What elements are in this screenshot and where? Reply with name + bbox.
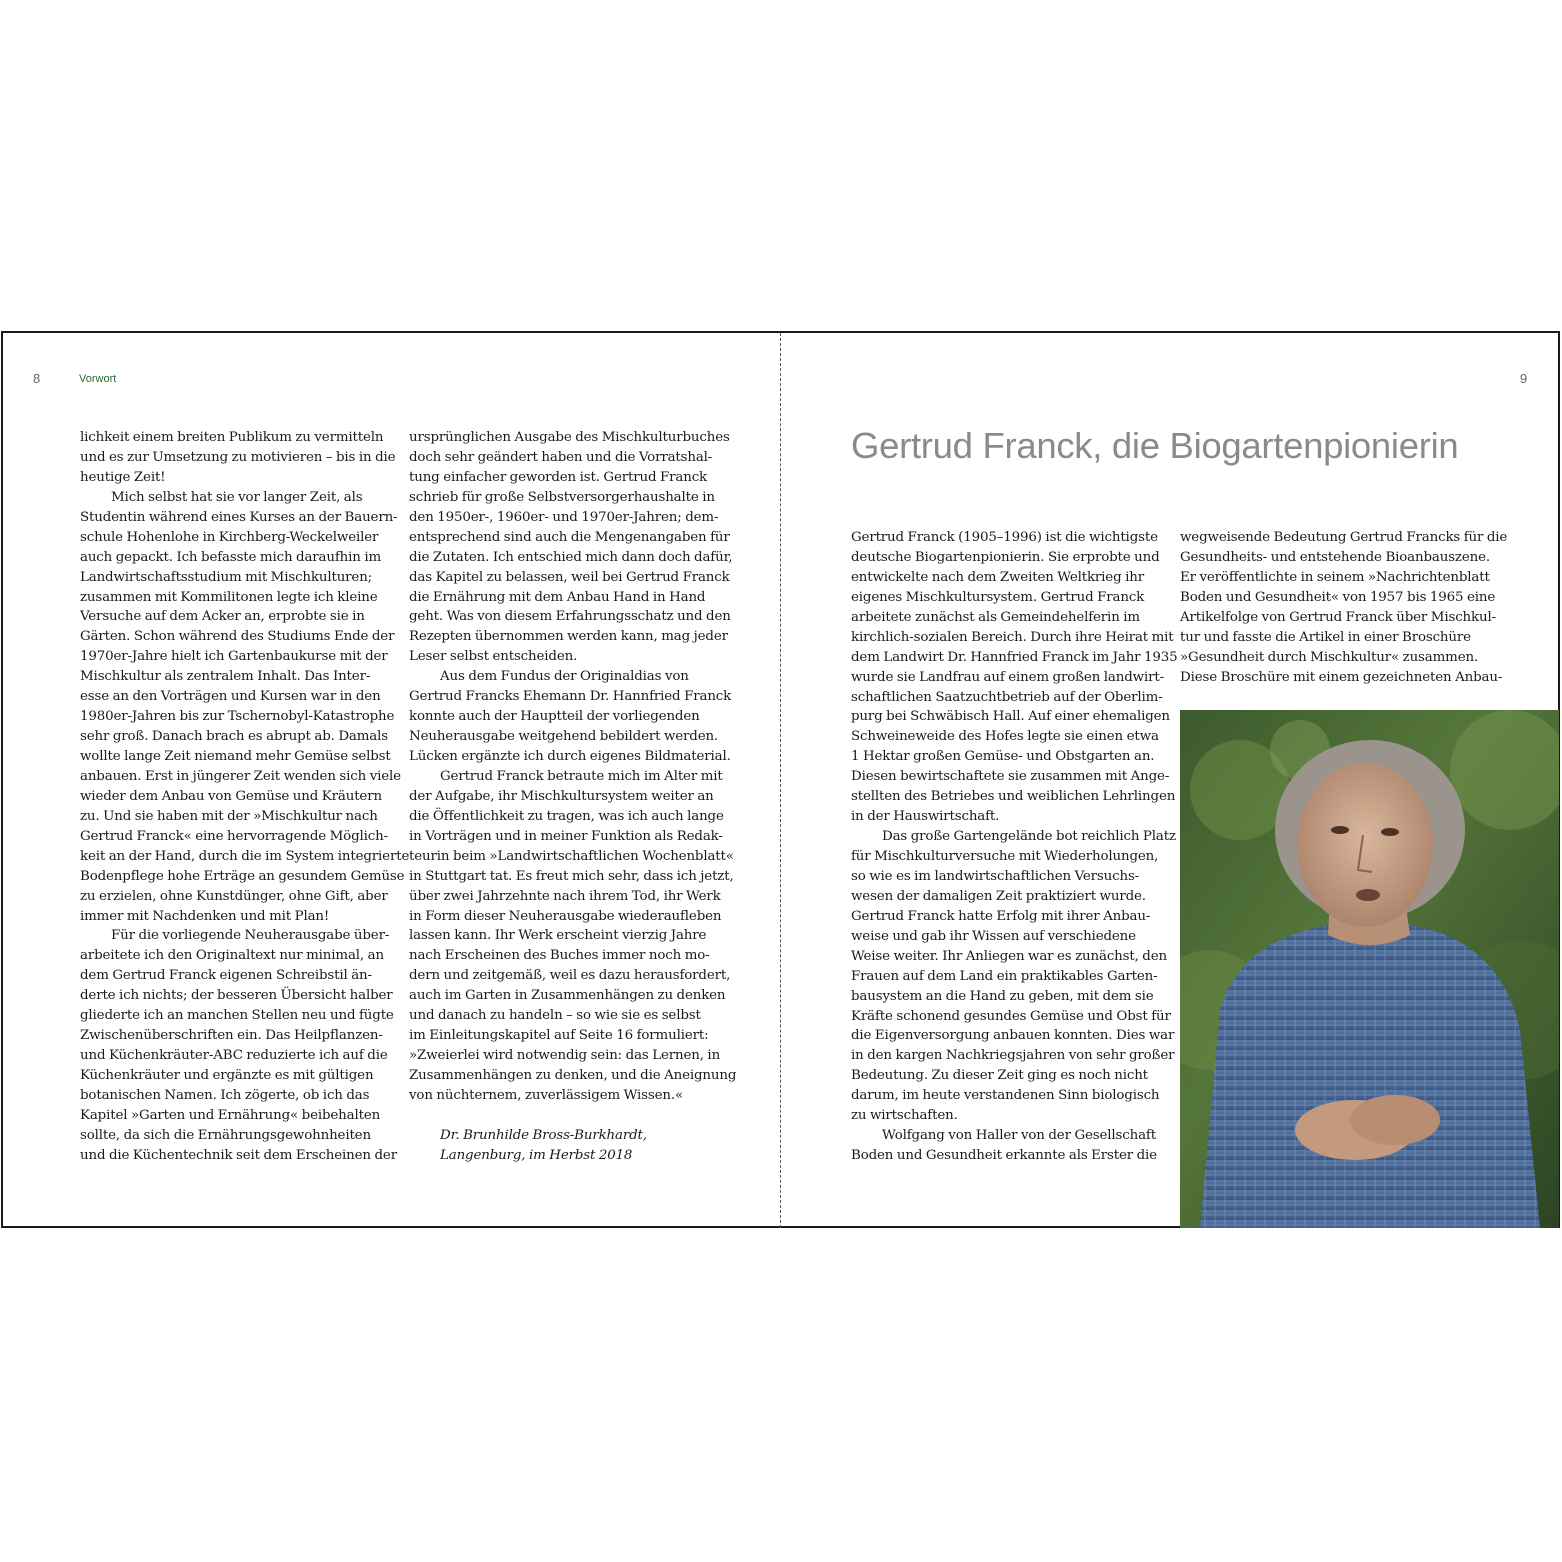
text-line: darum, im heute verstandenen Sinn biologisch bbox=[851, 1088, 1160, 1104]
text-line: tur und fasste die Artikel in einer Broschüre bbox=[1180, 629, 1471, 645]
text-line: teurin beim »Landwirtschaftlichen Wochenblatt« bbox=[409, 848, 734, 864]
text-line: über zwei Jahrzehnte nach ihrem Tod, ihr Werk bbox=[409, 888, 721, 904]
text-line: geht. Was von diesem Erfahrungsschatz und den bbox=[409, 609, 731, 625]
text-line: im Einleitungskapitel auf Seite 16 formuliert: bbox=[409, 1028, 709, 1044]
text-line: Boden und Gesundheit erkannte als Erster die bbox=[851, 1148, 1157, 1164]
text-line: und es zur Umsetzung zu motivieren – bis in die bbox=[80, 449, 396, 465]
text-line: lichkeit einem breiten Publikum zu vermitteln bbox=[80, 430, 384, 445]
text-line: bausystem an die Hand zu geben, mit dem sie bbox=[851, 988, 1154, 1004]
text-line: weise und gab ihr Wissen auf verschiedene bbox=[851, 928, 1136, 944]
text-line: in den kargen Nachkriegsjahren von sehr großer bbox=[851, 1048, 1175, 1064]
text-line: Zusammenhängen zu denken, und die Aneignung bbox=[409, 1068, 737, 1083]
text-line: entsprechend sind auch die Mengenangaben für bbox=[409, 529, 730, 545]
text-line: und danach zu handeln – so wie sie es selbst bbox=[409, 1008, 701, 1024]
text-line: anbauen. Erst in jüngerer Zeit wenden sich viele bbox=[80, 768, 401, 784]
running-head: Vorwort bbox=[79, 373, 117, 385]
text-line: Rezepten übernommen werden kann, mag jeder bbox=[409, 629, 728, 645]
text-line: Gertrud Franck« eine hervorragende Möglich- bbox=[80, 828, 388, 844]
text-line: schaftlichen Saatzuchtbetrieb auf der Oberlim- bbox=[851, 689, 1163, 705]
text-line: Neuherausgabe weitgehend bebildert werden. bbox=[409, 729, 719, 745]
text-line: die Eigenversorgung anbauen konnten. Dies war bbox=[851, 1028, 1175, 1044]
text-line: »Gesundheit durch Mischkultur« zusammen. bbox=[1180, 649, 1479, 665]
text-line: wesen der damaligen Zeit praktiziert wurde. bbox=[851, 888, 1146, 904]
text-line: so wie es im landwirtschaftlichen Versuchs- bbox=[851, 868, 1140, 884]
text-line: dem Landwirt Dr. Hannfried Franck im Jahr 1935 bbox=[851, 649, 1178, 665]
text-line: zu erzielen, ohne Kunstdünger, ohne Gift, aber bbox=[80, 888, 388, 904]
text-line: in Vorträgen und in meiner Funktion als Redak- bbox=[409, 828, 723, 844]
text-line: wegweisende Bedeutung Gertrud Francks für die bbox=[1180, 530, 1508, 545]
text-line: Diesen bewirtschaftete sie zusammen mit Ange- bbox=[851, 769, 1170, 785]
text-line: lassen kann. Ihr Werk erscheint vierzig Jahre bbox=[409, 928, 707, 944]
text-line: Diese Broschüre mit einem gezeichneten Anbau- bbox=[1180, 669, 1503, 685]
right-page-number: 9 bbox=[1520, 371, 1528, 386]
text-line: das Kapitel zu belassen, weil bei Gertrud Franck bbox=[409, 569, 730, 585]
text-line: schule Hohenlohe in Kirchberg-Weckelweiler bbox=[80, 529, 379, 545]
right-column-1 bbox=[851, 528, 1178, 1166]
text-line: 1 Hektar großen Gemüse- und Obstgarten an. bbox=[851, 749, 1155, 765]
text-line: in Form dieser Neuherausgabe wiederaufleben bbox=[409, 908, 722, 924]
text-line: Leser selbst entscheiden. bbox=[409, 649, 578, 665]
text-line: Küchenkräuter und ergänzte es mit gültigen bbox=[80, 1068, 374, 1083]
text-line: Gertrud Franck betraute mich im Alter mit bbox=[440, 768, 723, 784]
text-line: ursprünglichen Ausgabe des Mischkulturbuches bbox=[409, 430, 730, 445]
signature-line: Dr. Brunhilde Bross-Burkhardt, bbox=[440, 1127, 647, 1143]
text-line: die Ernährung mit dem Anbau Hand in Hand bbox=[409, 589, 706, 605]
text-line: arbeitete zunächst als Gemeindehelferin im bbox=[851, 609, 1140, 625]
text-line: in Stuttgart tat. Es freut mich sehr, dass ich jetzt, bbox=[409, 868, 734, 884]
text-line: den 1950er-, 1960er- und 1970er-Jahren; dem- bbox=[409, 509, 719, 525]
text-line: Für die vorliegende Neuherausgabe über- bbox=[111, 928, 390, 944]
text-line: heutige Zeit! bbox=[80, 469, 166, 485]
text-line: zusammen mit Kommilitonen legte ich kleine bbox=[80, 589, 378, 605]
text-line: Weise weiter. Ihr Anliegen war es zunächst, den bbox=[851, 948, 1167, 964]
left-page-number: 8 bbox=[33, 371, 41, 386]
text-line: gliederte ich an manchen Stellen neu und fügte bbox=[80, 1008, 394, 1024]
text-line: Artikelfolge von Gertrud Franck über Mischkul- bbox=[1180, 609, 1496, 625]
text-line: Studentin während eines Kurses an der Bauern- bbox=[80, 509, 398, 525]
text-line: Landwirtschaftsstudium mit Mischkulturen; bbox=[80, 569, 373, 585]
text-line: 1970er-Jahre hielt ich Gartenbaukurse mit der bbox=[80, 649, 388, 665]
signature-line: Langenburg, im Herbst 2018 bbox=[440, 1147, 633, 1163]
text-line: dern und zeitgemäß, weil es dazu herausfordert, bbox=[409, 968, 731, 984]
text-line: entwickelte nach dem Zweiten Weltkrieg ihr bbox=[851, 569, 1144, 585]
text-line: auch im Garten in Zusammenhängen zu denken bbox=[409, 988, 726, 1004]
text-line: Er veröffentlichte in seinem »Nachrichtenblatt bbox=[1180, 569, 1490, 585]
text-line: purg bei Schwäbisch Hall. Auf einer ehemaligen bbox=[851, 709, 1170, 725]
text-line: Versuche auf dem Acker an, erprobte sie in bbox=[80, 609, 365, 625]
left-column-1 bbox=[80, 428, 409, 1166]
text-line: Aus dem Fundus der Originaldias von bbox=[440, 669, 689, 685]
text-line: Bodenpflege hohe Erträge an gesundem Gemüse bbox=[80, 868, 405, 884]
text-line: Schweineweide des Hofes legte sie einen etwa bbox=[851, 729, 1159, 745]
text-line: sollte, da sich die Ernährungsgewohnheiten bbox=[80, 1127, 371, 1143]
text-line: Frauen auf dem Land ein praktikables Garten- bbox=[851, 968, 1158, 984]
page-fold-line bbox=[780, 333, 781, 1228]
text-line: Gertrud Franck hatte Erfolg mit ihrer Anbau- bbox=[851, 908, 1151, 924]
text-line: Kräfte schonend gesundes Gemüse und Obst für bbox=[851, 1008, 1171, 1024]
text-line: Gärten. Schon während des Studiums Ende der bbox=[80, 629, 395, 645]
portrait-photo-gertrud-franck bbox=[1180, 710, 1559, 1228]
text-line: Lücken ergänzte ich durch eigenes Bildmaterial. bbox=[409, 749, 731, 764]
text-line: doch sehr geändert haben und die Vorratshal- bbox=[409, 449, 713, 465]
text-line: Boden und Gesundheit« von 1957 bis 1965 eine bbox=[1180, 589, 1496, 605]
text-line: die Zutaten. Ich entschied mich dann doch dafür, bbox=[409, 549, 733, 565]
text-line: zu wirtschaften. bbox=[851, 1108, 958, 1124]
text-line: Wolfgang von Haller von der Gesellschaft bbox=[882, 1128, 1156, 1144]
text-line: eigenes Mischkultursystem. Gertrud Franck bbox=[851, 589, 1145, 605]
text-line: Bedeutung. Zu dieser Zeit ging es noch nicht bbox=[851, 1068, 1148, 1084]
text-line: von nüchternem, zuverlässigem Wissen.« bbox=[409, 1087, 684, 1103]
text-line: wollte lange Zeit niemand mehr Gemüse selbst bbox=[80, 749, 391, 764]
text-line: stellten des Betriebes und weiblichen Lehrlingen bbox=[851, 789, 1176, 805]
right-column-2 bbox=[1180, 528, 1507, 688]
text-line: und Küchenkräuter-ABC reduzierte ich auf die bbox=[80, 1048, 388, 1064]
text-line: wurde sie Landfrau auf einem großen landwirt- bbox=[851, 669, 1164, 685]
text-line: Das große Gartengelände bot reichlich Platz bbox=[882, 829, 1176, 845]
text-line: schrieb für große Selbstversorgerhaushalte in bbox=[409, 489, 715, 505]
text-line: Gertrud Francks Ehemann Dr. Hannfried Franck bbox=[409, 689, 732, 705]
text-line: die Öffentlichkeit zu tragen, was ich auch lange bbox=[409, 808, 724, 824]
text-line: der Aufgabe, ihr Mischkultursystem weiter an bbox=[409, 788, 714, 804]
left-column-2 bbox=[409, 428, 736, 1166]
text-line: Kapitel »Garten und Ernährung« beibehalten bbox=[80, 1107, 381, 1123]
text-line: immer mit Nachdenken und mit Plan! bbox=[80, 908, 330, 924]
text-line: »Zweierlei wird notwendig sein: das Lernen, in bbox=[409, 1048, 721, 1064]
text-line: dem Gertrud Franck eigenen Schreibstil än- bbox=[80, 968, 372, 984]
text-line: für Mischkulturversuche mit Wiederholungen, bbox=[851, 849, 1159, 864]
text-line: Mischkultur als zentralem Inhalt. Das Inter- bbox=[80, 669, 371, 685]
text-line: keit an der Hand, durch die im System integrierte bbox=[80, 848, 410, 864]
text-line: derte ich nichts; der besseren Übersicht halber bbox=[80, 988, 393, 1004]
text-line: Gertrud Franck (1905–1996) ist die wichtigste bbox=[851, 530, 1158, 545]
text-line: Gesundheits- und entstehende Bioanbauszene. bbox=[1180, 549, 1490, 565]
text-line: in der Hauswirtschaft. bbox=[851, 809, 1000, 825]
text-line: arbeitete ich den Originaltext nur minimal, an bbox=[80, 948, 384, 964]
text-line: kirchlich-sozialen Bereich. Durch ihre Heirat mit bbox=[851, 629, 1174, 645]
text-line: zu. Und sie haben mit der »Mischkultur nach bbox=[80, 808, 378, 824]
text-line: esse an den Vorträgen und Kursen war in den bbox=[80, 689, 381, 705]
text-line: wieder dem Anbau von Gemüse und Kräutern bbox=[80, 788, 382, 804]
text-line: deutsche Biogartenpionierin. Sie erprobte und bbox=[851, 549, 1160, 565]
text-line: tung einfacher geworden ist. Gertrud Franck bbox=[409, 469, 708, 485]
text-line: konnte auch der Hauptteil der vorliegenden bbox=[409, 709, 700, 725]
text-line: Zwischenüberschriften ein. Das Heilpflanzen- bbox=[80, 1028, 383, 1044]
text-line: auch gepackt. Ich befasste mich daraufhin im bbox=[80, 549, 382, 565]
text-line: botanischen Namen. Ich zögerte, ob ich das bbox=[80, 1087, 370, 1103]
text-line: Mich selbst hat sie vor langer Zeit, als bbox=[111, 489, 363, 505]
text-line: 1980er-Jahren bis zur Tschernobyl-Katastrophe bbox=[80, 709, 395, 725]
text-line: und die Küchentechnik seit dem Erscheinen der bbox=[80, 1147, 397, 1163]
text-line: sehr groß. Danach brach es abrupt ab. Damals bbox=[80, 729, 388, 745]
chapter-title: Gertrud Franck, die Biogartenpionierin bbox=[851, 425, 1459, 466]
text-line: nach Erscheinen des Buches immer noch mo- bbox=[409, 948, 710, 964]
